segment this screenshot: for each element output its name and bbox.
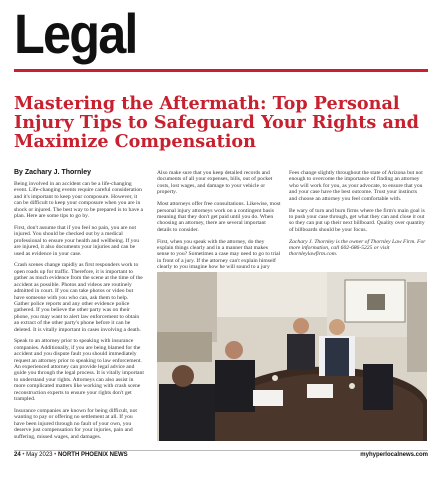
section-title: Legal <box>14 2 137 65</box>
paragraph: Most attorneys offer free consultations. Likewise, most personal injury attorneys work on a contingent basis meaning that they don't get paid until you do. When choosing an attorney, there are several important details to consider. <box>157 201 281 233</box>
footer-separator: • <box>54 452 57 458</box>
article-column-3 <box>289 170 426 263</box>
article-byline: By Zachary J. Thornley <box>14 169 92 176</box>
author-bio: Zachary J. Thornley is the owner of Thornley Law Firm. For more information, call 602-686-5225 or visit thornleylawfirm.com. <box>289 238 426 258</box>
article-column-2 <box>157 170 281 283</box>
page-number: 24 <box>14 452 21 458</box>
article-photo <box>157 272 427 441</box>
paragraph: Insurance companies are known for being difficult, not wanting to pay or offering no settlement at all. If you have been injured through no fault of your own, you deserve just compensation for your injuries, pain and suffering, missed wages, and damages. <box>14 408 137 440</box>
footer-separator: • <box>22 452 25 458</box>
issue-date: May 2023 <box>26 452 53 458</box>
publication-url: myhyperlocalnews.com <box>360 452 428 458</box>
footer-rule <box>14 450 428 451</box>
article-column-1 <box>14 181 144 446</box>
publication-name: NORTH PHOENIX NEWS <box>57 452 128 458</box>
paragraph: Speak to an attorney prior to speaking with insurance companies. Additionally, if you are being blamed for the accident and you dispute fault you should immediately request an attorney prior to speaking to law enforcement. An experienced attorney can provide legal advice and guide you through the legal process. It is vitally important to understand your rights. Attorneys can also assist in more complicated matters like working with crash scene reconstruction experts to ensure your rights don't get trampled. <box>14 338 144 403</box>
footer-page-info <box>14 452 128 458</box>
paragraph: Fees change slightly throughout the state of Arizona but not enough to overcome the importance of finding an attorney who will work for you, as your advocate, to ensure that you and your case have the best outcome. Trust your instincts and choose an attorney you feel comfortable with. <box>289 170 423 202</box>
paragraph: First, don't assume that if you feel no pain, you are not injured. You should be checked out by a medical professional to ensure your health and wellbeing. If you are injured, it also documents your injuries and can be used as evidence in your case. <box>14 224 140 257</box>
paragraph: Also make sure that you keep detailed records and documents of all your expenses, bills, out of pocket costs, lost wages, and damage to your vehicle or property. <box>157 170 273 196</box>
paragraph: First, when you speak with the attorney, do they explain things clearly and in a manner that makes sense to you? Sometimes a case may need to go to trial in front of a jury. If the attorney can't explain himself clearly to you imagine how he will sound to a jury <box>157 238 281 271</box>
paragraph: Be wary of turn and burn firms where the firm's main goal is to push your case through, get what they can and close it out so they can put up their next billboard. Quality over quantity of billboards should be your focus. <box>289 207 425 233</box>
section-rule <box>14 69 428 72</box>
paragraph: Being involved in an accident can be a life-changing event. Life-changing events require careful consideration and it's important to keep your composure. However, it can be difficult to keep your composure when you are in shock or injured. The best way to be prepared is to have a plan. Here are some tips to go by. <box>14 181 143 220</box>
office-meeting-photo <box>157 272 427 441</box>
article-headline: Mastering the Aftermath: Top Personal Injury Tips to Safeguard Your Rights and Maximize Compensation <box>14 93 419 152</box>
paragraph: Crash scenes change rapidly as first responders work to open roads up for traffic. Therefore, it is important to gather as much evidence from the scene at the time of the accident as possible. Photos and videos are routinely admitted in court. If you can take photos or video but have someone with you who can, ask them to help. Gather police reports and any other evidence police gathered. If you believe the other party was on their phone, you may want to alert law enforcement to obtain an extract of the other party's phone before it can be deleted. It is vitally important in cases involving a death. <box>14 262 143 333</box>
